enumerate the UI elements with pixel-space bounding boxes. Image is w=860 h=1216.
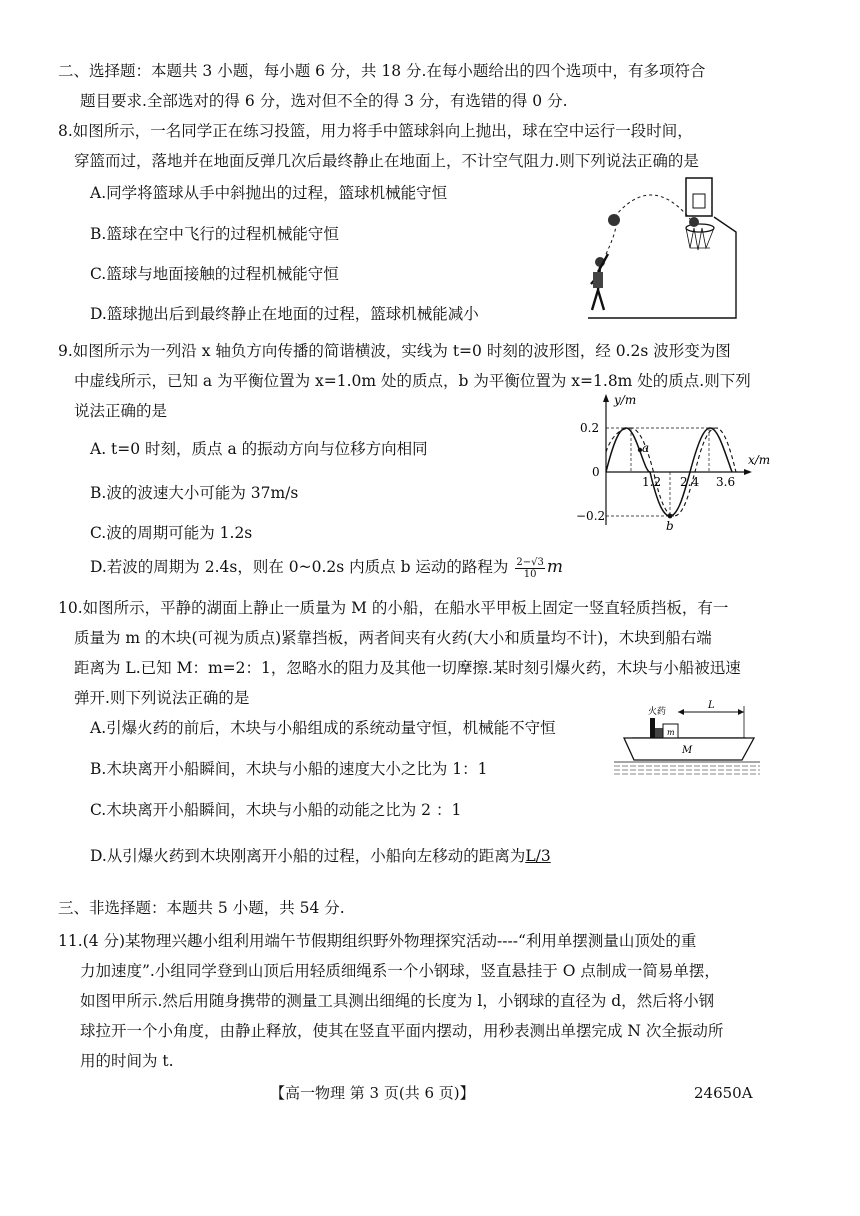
q8-stem: 8.如图所示，一名同学正在练习投篮，用力将手中篮球斜向上抛出，球在空中运行一段时间，: [58, 122, 693, 140]
q11-stem: 11.(4 分)某物理兴趣小组利用端午节假期组织野外物理探究活动----“利用单摆测量山顶处的重: [58, 932, 697, 950]
q8-option-c: C.篮球与地面接触的过程机械能守恒: [90, 265, 339, 283]
page-footer-code: 24650A: [694, 1084, 753, 1102]
q10-option-d: [90, 845, 551, 867]
q10-option-c: C.木块离开小船瞬间，木块与小船的动能之比为 2 ：1: [90, 801, 462, 819]
q8-option-d: D.篮球抛出后到最终静止在地面的过程，篮球机械能减小: [90, 305, 479, 323]
q9-stem: 9.如图所示为一列沿 x 轴负方向传播的简谐横波，实线为 t=0 时刻的波形图，经 0.2s 波形变为图: [58, 342, 731, 360]
q9-option-a: A. t=0 时刻，质点 a 的振动方向与位移方向相同: [90, 440, 428, 458]
y-axis-label: y/m: [614, 393, 637, 407]
q10-option-d-text: D.从引爆火药到木块刚离开小船的过程，小船向左移动的距离为: [90, 847, 526, 865]
q9-wave-graph: [570, 390, 770, 532]
explosive-label: 火药: [648, 707, 667, 717]
q10-stem-cont3: 弹开.则下列说法正确的是: [74, 689, 250, 707]
q9-option-d-fraction: [515, 557, 544, 580]
q10-option-b: B.木块离开小船瞬间，木块与小船的速度大小之比为 1：1: [90, 760, 488, 778]
y-tick-max: 0.2: [580, 421, 600, 435]
x-axis-label: x/m: [748, 453, 770, 467]
section2-heading-cont: 题目要求.全部选对的得 6 分，选对但不全的得 3 分，有选错的得 0 分.: [80, 92, 568, 110]
section3-heading: 三、非选择题：本题共 5 小题，共 54 分.: [58, 899, 345, 917]
point-b-label: b: [666, 519, 674, 532]
q8-option-b: B.篮球在空中飞行的过程机械能守恒: [90, 225, 339, 243]
y-tick-min: −0.2: [576, 509, 606, 523]
q10-stem-cont2: 距离为 L.已知 M：m=2：1，忽略水的阻力及其他一切摩擦.某时刻引爆火药，木块与小船被迅速: [74, 659, 741, 677]
distance-label: L: [708, 700, 715, 711]
q11-stem-cont2: 如图甲所示.然后用随身携带的测量工具测出细绳的长度为 l，小钢球的直径为 d，然后将小钢: [80, 992, 715, 1010]
q10-option-d-answer: L/3: [525, 847, 551, 865]
q11-stem-cont4: 用的时间为 t.: [80, 1052, 174, 1070]
q11-stem-cont: 力加速度”.小组同学登到山顶后用轻质细绳系一个小钢球，竖直悬挂于 O 点制成一简易单摆，: [80, 962, 720, 980]
q10-option-a: A.引爆火药的前后，木块与小船组成的系统动量守恒，机械能不守恒: [90, 719, 556, 737]
fraction-numerator: 2−√3: [516, 556, 544, 568]
boat-mass-label: M: [682, 745, 693, 756]
y-tick-zero: 0: [592, 465, 600, 479]
point-a-label: a: [642, 441, 650, 455]
q9-option-d-unit: m: [546, 557, 563, 577]
fraction-denominator: 10: [523, 568, 537, 580]
x-tick-1: 1.2: [642, 475, 662, 489]
q11-stem-cont3: 球拉开一个小角度，由静止释放，使其在竖直平面内摆动，用秒表测出单摆完成 N 次全振动所: [80, 1022, 724, 1040]
q8-stem-cont: 穿篮而过，落地并在地面反弹几次后最终静止在地面上，不计空气阻力.则下列说法正确的是: [74, 152, 699, 170]
q9-option-d-text: D.若波的周期为 2.4s，则在 0~0.2s 内质点 b 运动的路程为: [90, 558, 509, 576]
q8-basketball-figure: [582, 172, 742, 322]
x-tick-3: 3.6: [716, 475, 736, 489]
q9-stem-cont2: 说法正确的是: [74, 402, 168, 420]
x-tick-2: 2.4: [680, 475, 700, 489]
block-label: m: [667, 728, 675, 737]
q10-stem: 10.如图所示，平静的湖面上静止一质量为 M 的小船，在船水平甲板上固定一竖直轻质挡板，有一: [58, 599, 729, 617]
q9-option-b: B.波的波速大小可能为 37m/s: [90, 484, 299, 502]
q8-option-a: A.同学将篮球从手中斜抛出的过程，篮球机械能守恒: [90, 184, 448, 202]
q10-boat-figure: [612, 698, 762, 778]
q9-option-d: [90, 556, 563, 580]
q9-stem-cont: 中虚线所示，已知 a 为平衡位置为 x=1.0m 处的质点，b 为平衡位置为 x=1.8m 处的质点.则下列: [74, 372, 751, 390]
q10-stem-cont: 质量为 m 的木块(可视为质点)紧靠挡板，两者间夹有火药(大小和质量均不计)，木块到船右端: [74, 629, 712, 647]
section2-heading: 二、选择题：本题共 3 小题，每小题 6 分，共 18 分.在每小题给出的四个选项中，有多项符合: [58, 62, 706, 80]
q9-option-c: C.波的周期可能为 1.2s: [90, 524, 253, 542]
page-footer-label: 【高一物理 第 3 页(共 6 页)】: [270, 1084, 475, 1102]
